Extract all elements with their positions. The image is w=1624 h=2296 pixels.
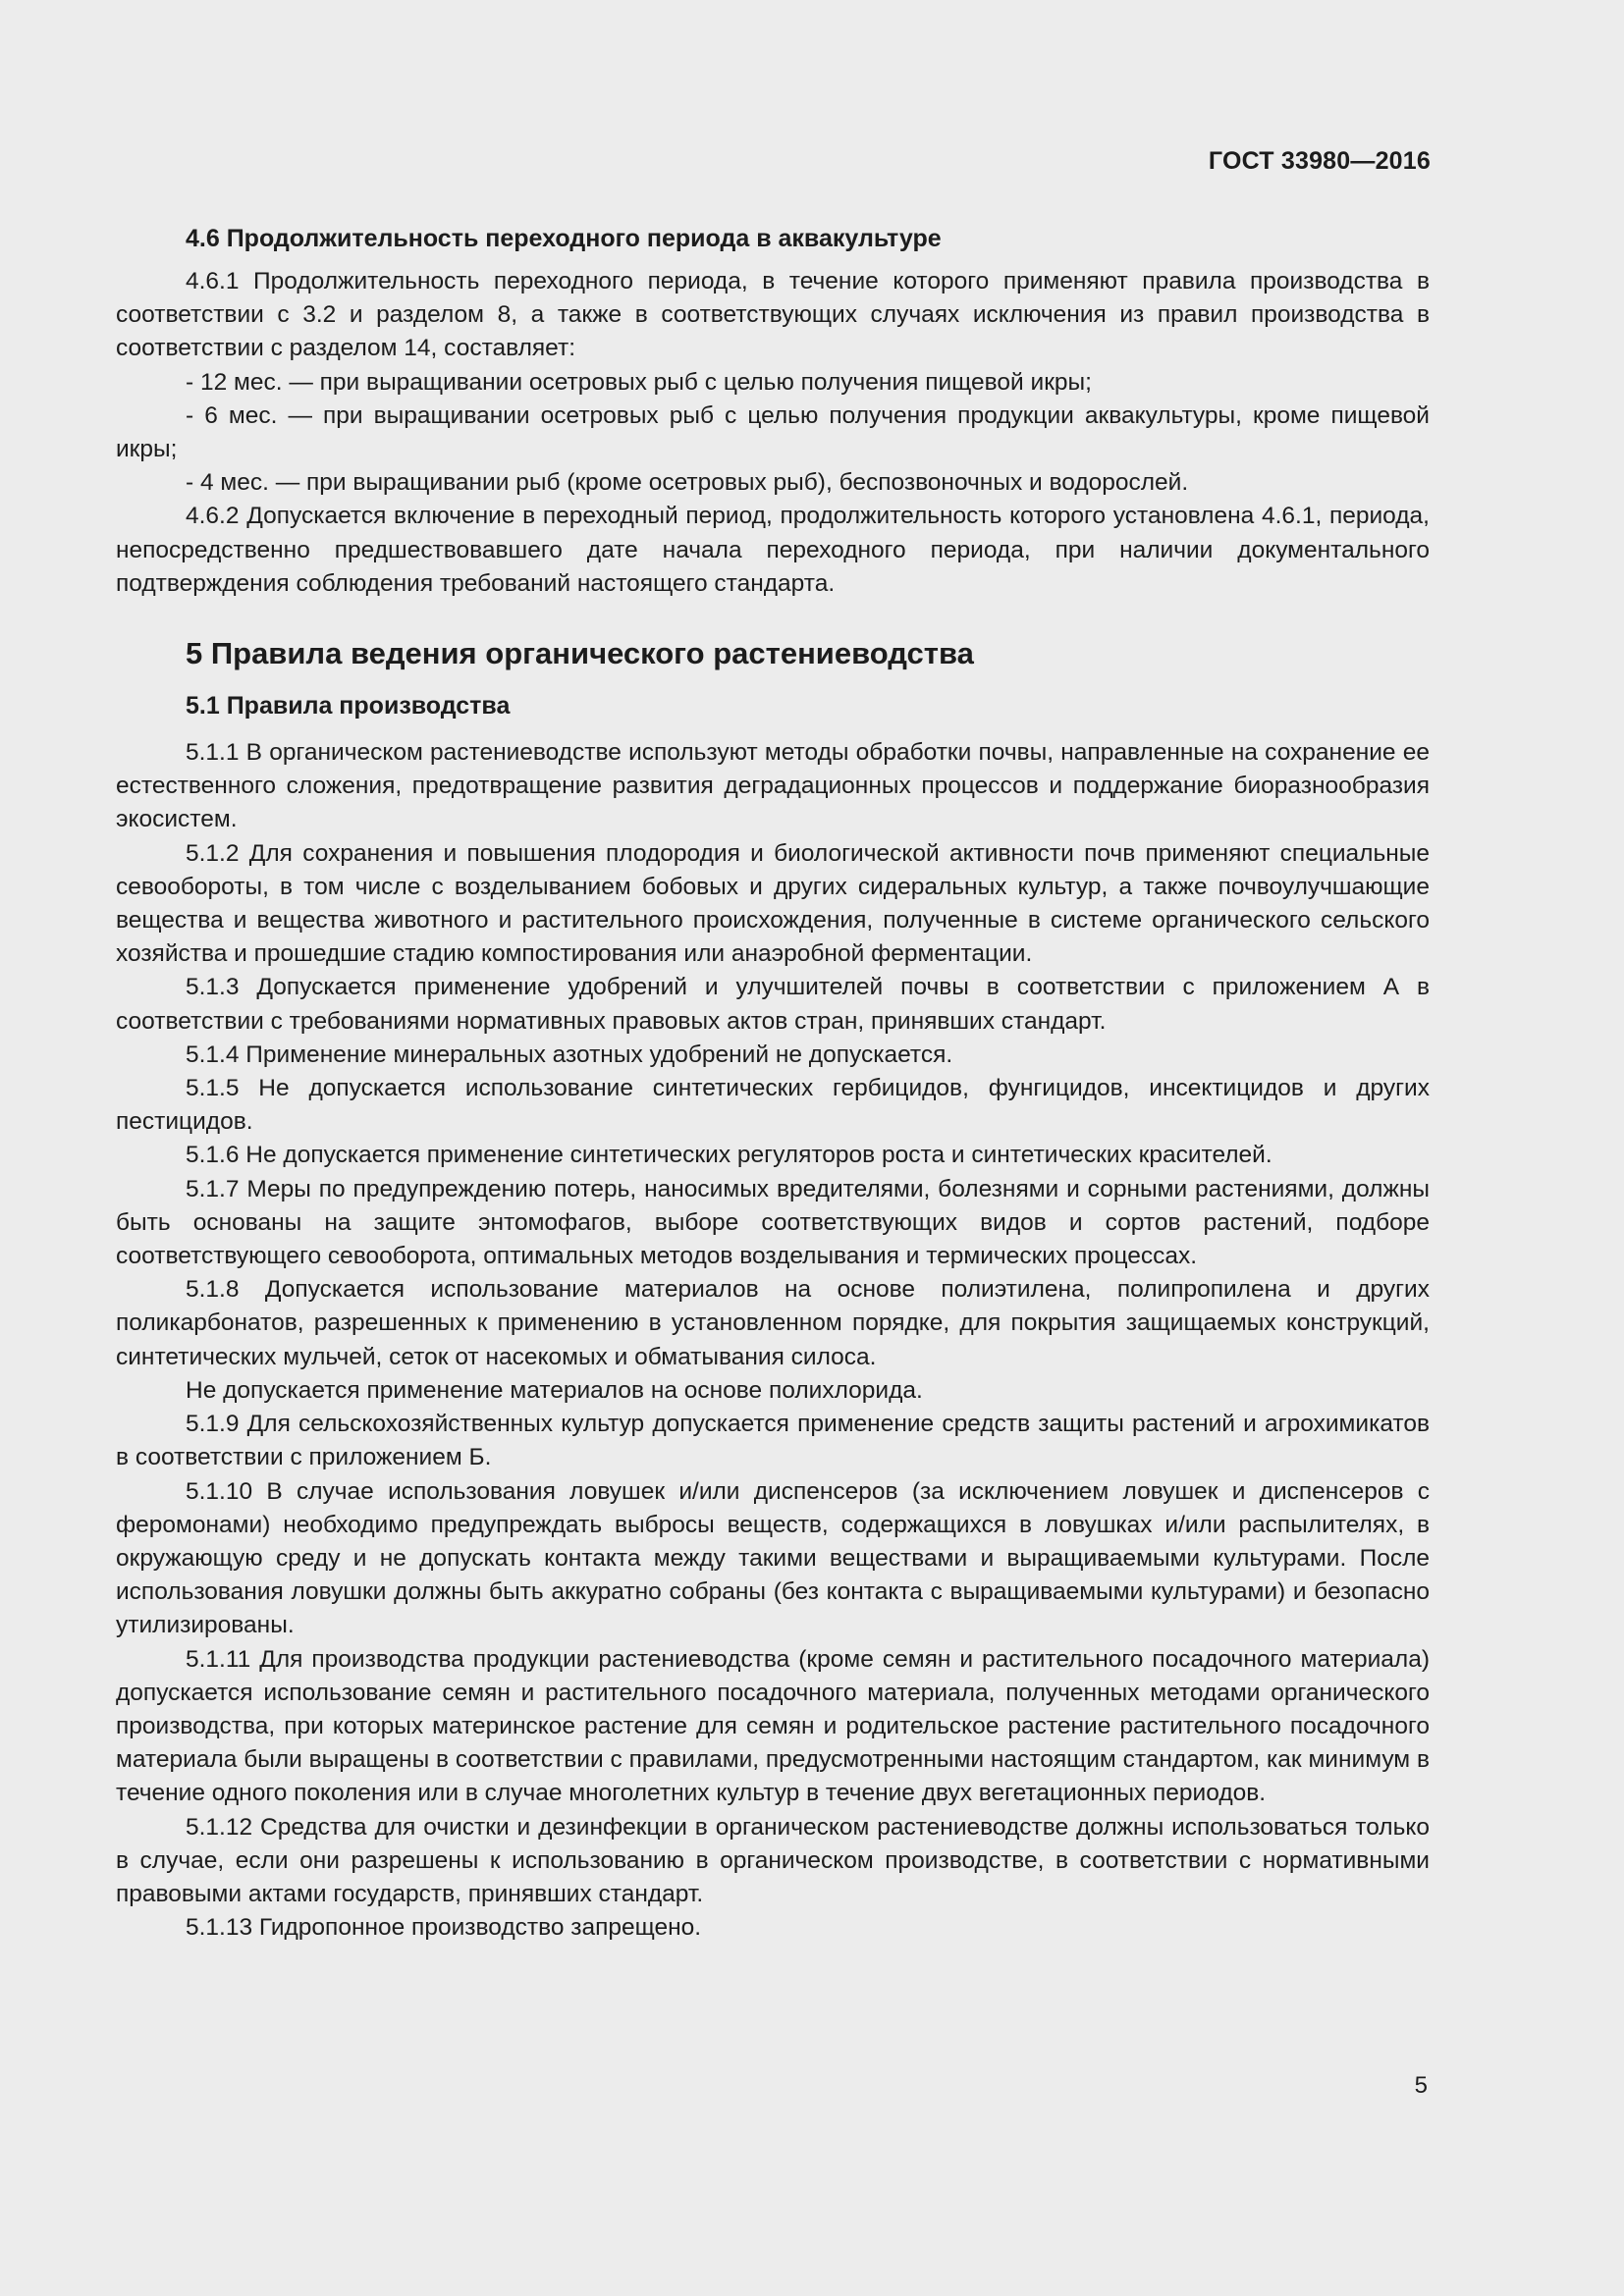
- paragraph-5-1-6: 5.1.6 Не допускается применение синтетических регуляторов роста и синтетических красителей.: [186, 1142, 1272, 1169]
- paragraph-5-1-10: 5.1.10 В случае использования ловушек и/или диспенсеров (за исключением ловушек и диспенсеров с феромонами) необходимо предупреждать выбросы веществ, содержащихся в ловушках и/или распылителях, в окружающую среду и не допускать контакта между такими веществами и выращиваемыми культурами. После использования ловушки должны быть аккуратно собраны (без контакта с выращиваемыми культурами) и безопасно утилизированы.: [116, 1477, 1430, 1639]
- list-item-4-months: - 4 мес. — при выращивании рыб (кроме осетровых рыб), беспозвоночных и водорослей.: [186, 469, 1189, 497]
- paragraph-4-6-1: 4.6.1 Продолжительность переходного периода, в течение которого применяют правила производства в соответствии с 3.2 и разделом 8, а также в соответствующих случаях исключения из правил производства в соответствии с разделом 14, составляет:: [116, 268, 1430, 362]
- paragraph-5-1-9: 5.1.9 Для сельскохозяйственных культур допускается применение средств защиты растений и агрохимикатов в соответствии с приложением Б.: [116, 1411, 1430, 1471]
- paragraph-5-1-8: 5.1.8 Допускается использование материалов на основе полиэтилена, полипропилена и других поликарбонатов, разрешенных к применению в установленном порядке, для покрытия защищаемых конструкций, синтетических мульчей, сеток от насекомых и обматывания силоса.: [116, 1276, 1430, 1370]
- paragraph-5-1-2: 5.1.2 Для сохранения и повышения плодородия и биологической активности почв применяют специальные севообороты, в том числе с возделыванием бобовых и других сидеральных культур, а также почвоулучшающие вещества и вещества животного и растительного происхождения, полученные в системе органического сельского хозяйства и прошедшие стадию компостирования или анаэробной ферментации.: [116, 839, 1430, 968]
- document-code-header: ГОСТ 33980—2016: [1208, 147, 1431, 175]
- paragraph-5-1-7: 5.1.7 Меры по предупреждению потерь, наносимых вредителями, болезнями и сорными растениями, должны быть основаны на защите энтомофагов, выборе соответствующих видов и сортов растений, подборе соответствующего севооборота, оптимальных методов возделывания и термических процессах.: [116, 1175, 1430, 1270]
- section-5-1-heading: 5.1 Правила производства: [186, 692, 511, 721]
- section-5-heading: 5 Правила ведения органического растениеводства: [186, 636, 974, 671]
- paragraph-5-1-11: 5.1.11 Для производства продукции растениеводства (кроме семян и растительного посадочного материала) допускается использование семян и растительного посадочного материала, полученных методами органического производства, при которых материнское растение для семян и родительское растение растительного посадочного материала были выращены в соответствии с правилами, предусмотренными настоящим стандартом, как минимум в течение одного поколения или в случае многолетних культур в течение двух вегетационных периодов.: [116, 1645, 1430, 1807]
- paragraph-5-1-12: 5.1.12 Средства для очистки и дезинфекции в органическом растениеводстве должны использоваться только в случае, если они разрешены к использованию в органическом производстве, в соответствии с нормативными правовыми актами государств, принявших стандарт.: [116, 1813, 1430, 1907]
- paragraph-5-1-1: 5.1.1 В органическом растениеводстве используют методы обработки почвы, направленные на сохранение ее естественного сложения, предотвращение развития деградационных процессов и поддержание биоразнообразия экосистем.: [116, 739, 1430, 833]
- page-content: [116, 222, 1430, 1945]
- paragraph-5-1-3: 5.1.3 Допускается применение удобрений и улучшителей почвы в соответствии с приложением А в соответствии с требованиями нормативных правовых актов стран, принявших стандарт.: [116, 974, 1430, 1035]
- paragraph-5-1-13: 5.1.13 Гидропонное производство запрещено.: [186, 1914, 702, 1942]
- page-number: 5: [1414, 2072, 1428, 2099]
- paragraph-4-6-2: 4.6.2 Допускается включение в переходный период, продолжительность которого установлена 4.6.1, периода, непосредственно предшествовавшего дате начала переходного периода, при наличии документального подтверждения соблюдения требований настоящего стандарта.: [116, 503, 1430, 597]
- list-item-12-months: - 12 мес. — при выращивании осетровых рыб с целью получения пищевой икры;: [186, 368, 1092, 396]
- section-4-6-heading: 4.6 Продолжительность переходного периода в аквакультуре: [186, 225, 942, 252]
- paragraph-5-1-5: 5.1.5 Не допускается использование синтетических гербицидов, фунгицидов, инсектицидов и других пестицидов.: [116, 1075, 1430, 1136]
- list-item-6-months: - 6 мес. — при выращивании осетровых рыб с целью получения продукции аквакультуры, кроме пищевой икры;: [116, 401, 1430, 463]
- paragraph-5-1-8-note: Не допускается применение материалов на основе полихлорида.: [186, 1376, 923, 1404]
- paragraph-5-1-4: 5.1.4 Применение минеральных азотных удобрений не допускается.: [186, 1041, 953, 1068]
